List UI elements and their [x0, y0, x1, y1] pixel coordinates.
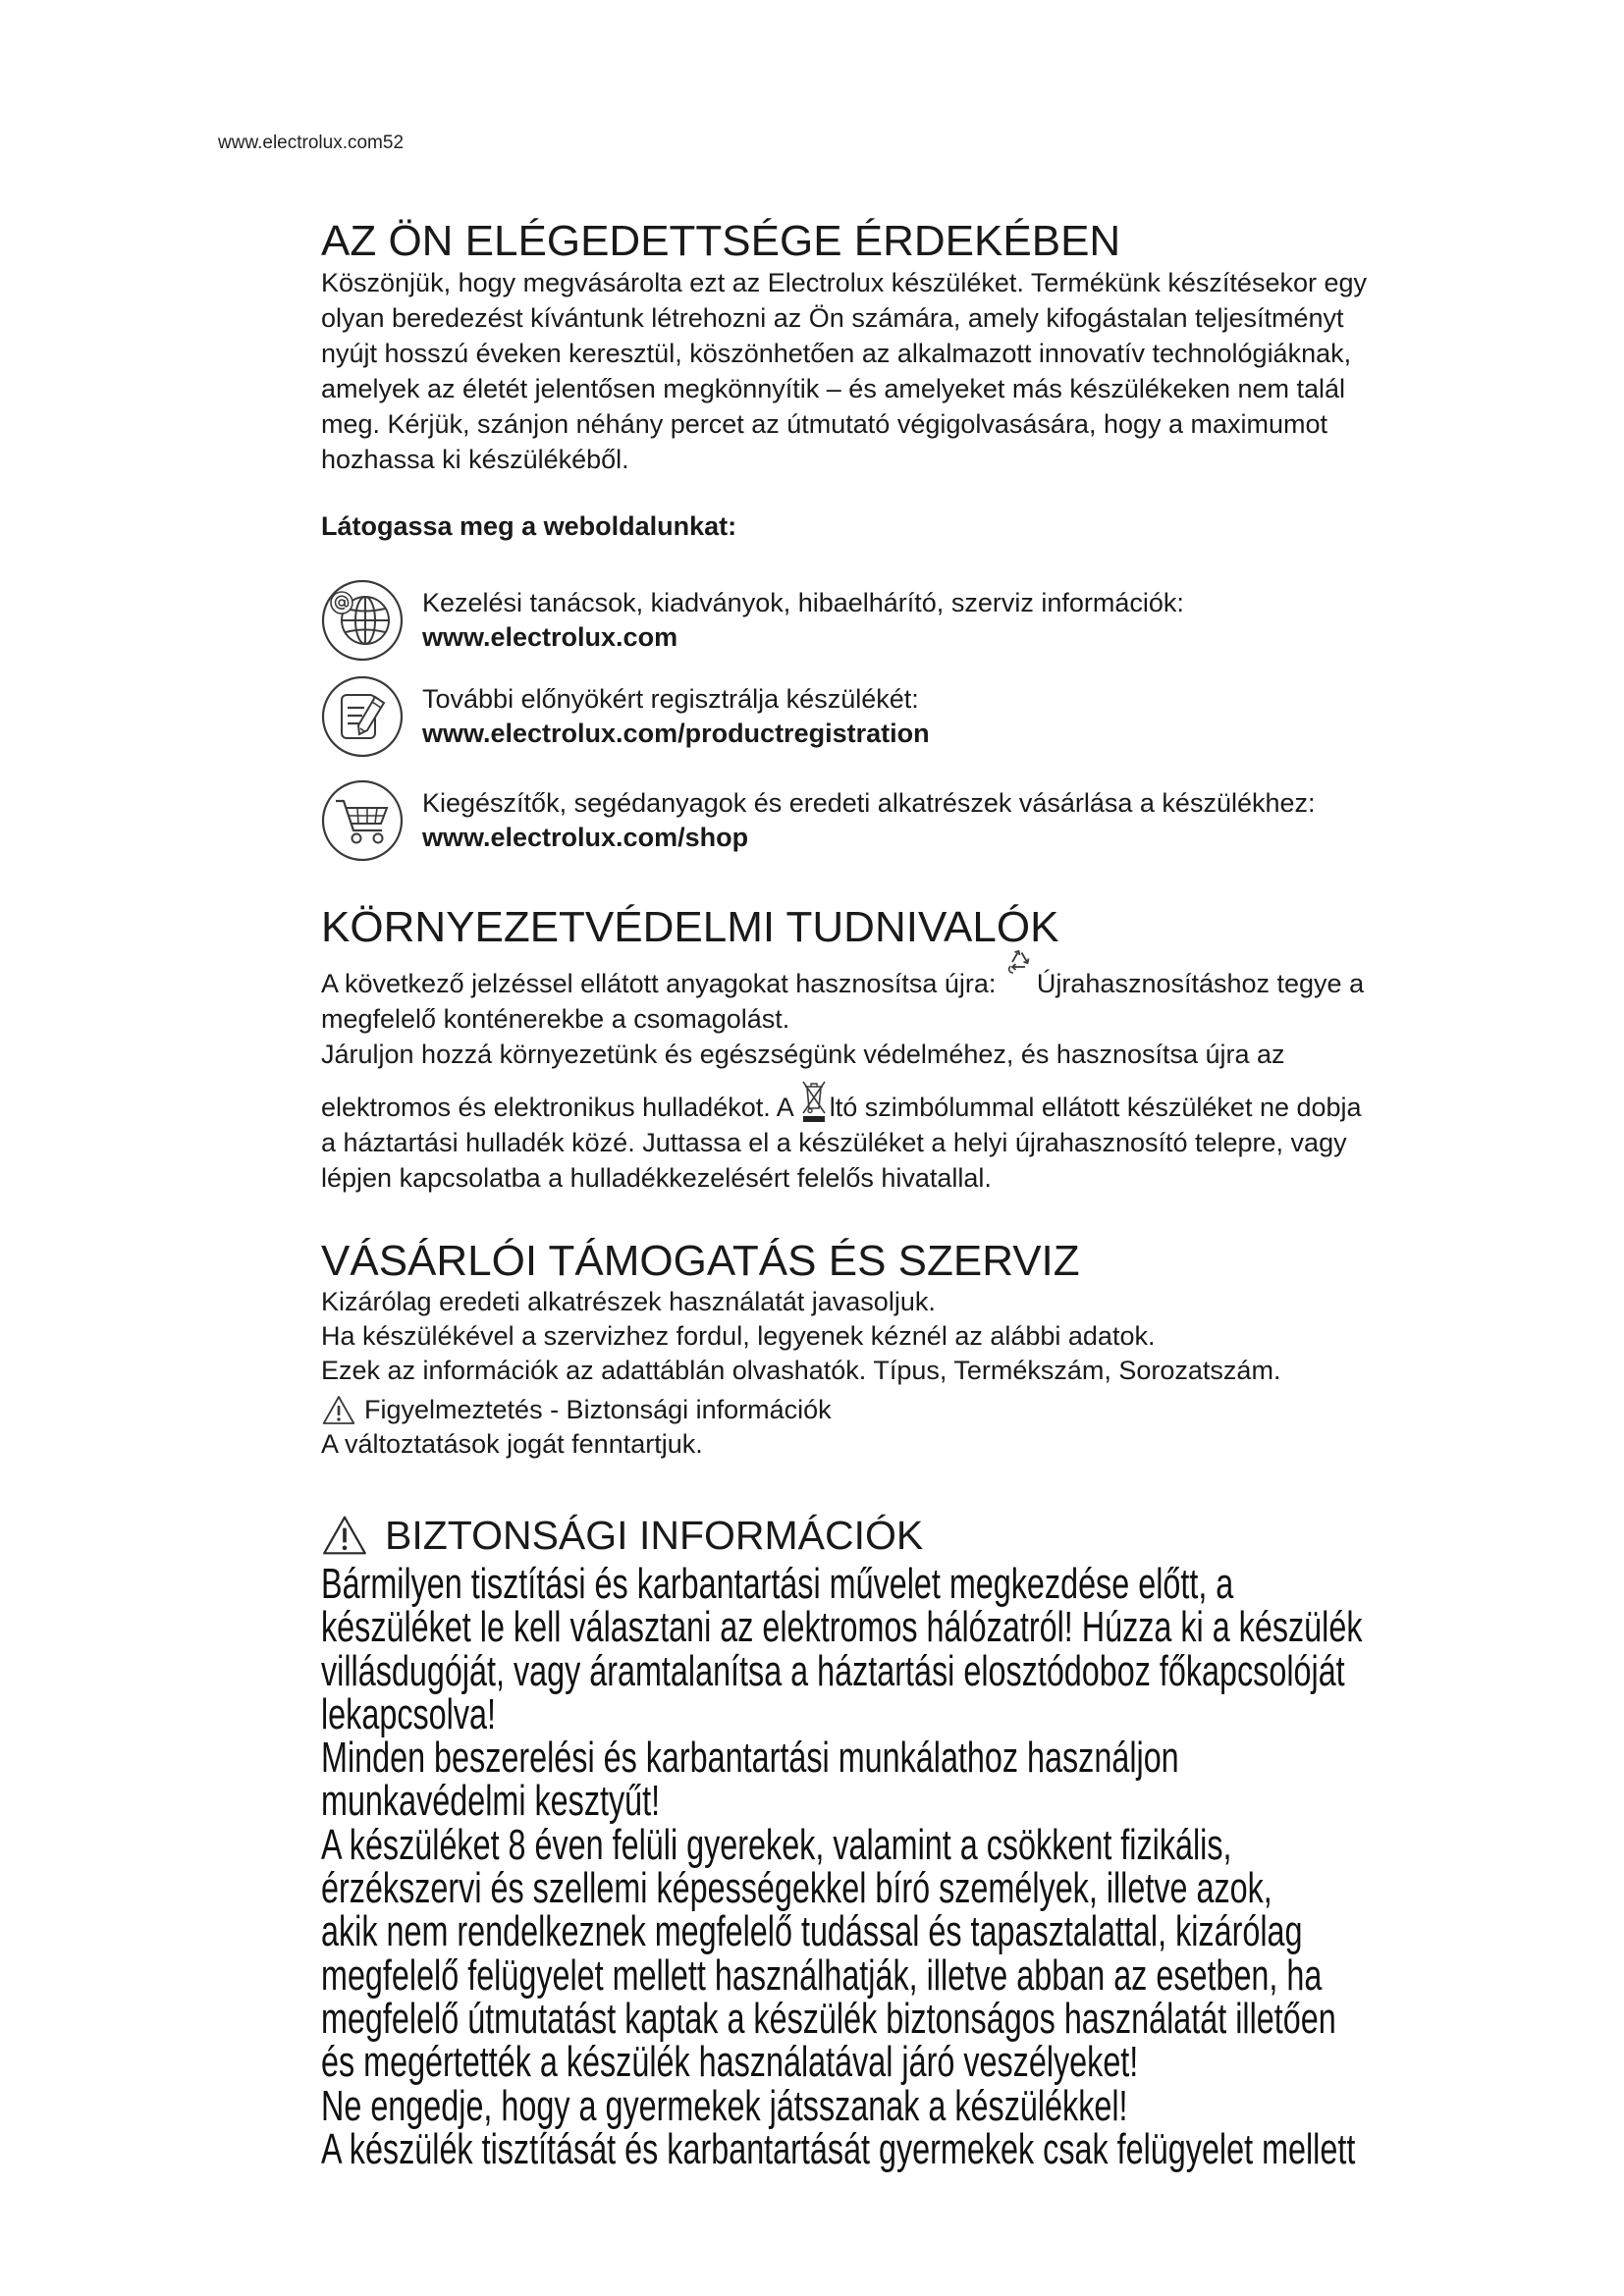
service-line: Kizárólag eredeti alkatrészek használatát javasoljuk. [321, 1287, 936, 1316]
safety-line: és megértették a készülék használatával járó veszélyeket! [321, 2038, 1139, 2087]
safety-line: érzékszervi és szellemi képességekkel bíró személyek, illetve azok, [321, 1864, 1272, 1913]
safety-title: BIZTONSÁGI INFORMÁCIÓK [385, 1513, 924, 1558]
safety-line: megfelelő felügyelet mellett használhatják, illetve abban az esetben, ha [321, 1950, 1323, 2000]
safety-line: Ne engedje, hogy a gyermekek játsszanak a készülékkel! [321, 2081, 1128, 2130]
safety-line: Minden beszerelési és karbantartási munkálathoz használjon [321, 1734, 1179, 1783]
link-row-shop [321, 779, 1316, 862]
link-row-shop-text [422, 786, 1316, 855]
service-line: Ha készülékével a szervizhez fordul, legyenek kéznél az alábbi adatok. [321, 1321, 1156, 1351]
satisfaction-line: olyan beredezést kívántunk létrehozni az Ön számára, amely kifogástalan teljesítményt [321, 303, 1344, 333]
satisfaction-body [321, 265, 1367, 477]
registration-description: További előnyökért regisztrálja készülékét: [422, 684, 919, 714]
shop-link[interactable]: www.electrolux.com/shop [422, 823, 749, 852]
registration-link[interactable]: www.electrolux.com/productregistration [422, 719, 930, 748]
safety-line: megfelelő útmutatást kaptak a készülék biztonságos használatát illetően [321, 1994, 1336, 2043]
safety-text [321, 1563, 1577, 2171]
satisfaction-line: meg. Kérjük, szánjon néhány percet az útmutató végigolvasására, hogy a maximumot [321, 409, 1328, 439]
link-row-registration [321, 675, 930, 758]
satisfaction-title: AZ ÖN ELÉGEDETTSÉGE ÉRDEKÉBEN [321, 217, 1121, 265]
environment-line-5: a háztartási hulladék közé. Juttassa el a készüléket a helyi újrahasznosító telepre, vagy [321, 1128, 1347, 1157]
support-link[interactable]: www.electrolux.com [422, 622, 678, 652]
environment-line-1-start: A következő jelzéssel ellátott anyagokat hasznosítsa újra: [321, 969, 1003, 998]
link-row-registration-text [422, 682, 930, 751]
service-line: Ezek az információk az adattáblán olvashatók. Típus, Termékszám, Sorozatszám. [321, 1356, 1281, 1385]
safety-line: villásdugóját, vagy áramtalanítsa a háztartási elosztódoboz főkapcsolóját [321, 1646, 1345, 1695]
satisfaction-line: nyújt hosszú éveken keresztül, köszönhetően az alkalmazott innovatív technológiáknak, [321, 339, 1352, 368]
environment-line-1 [321, 966, 1364, 1001]
service-last-line: A változtatások jogát fenntartjuk. [321, 1429, 703, 1459]
satisfaction-line: amelyek az életét jelentősen megkönnyítik – és amelyeket más készülékeken nem talál [321, 374, 1346, 403]
safety-line: akik nem rendelkeznek megfelelő tudással és tapasztalattal, kizárólag [321, 1907, 1303, 1956]
registration-icon [321, 675, 404, 758]
visit-website-label: Látogassa meg a weboldalunkat: [321, 511, 737, 541]
safety-line: A készüléket 8 éven felüli gyerekek, valamint a csökkent fizikális, [321, 1820, 1232, 1869]
satisfaction-line: Köszönjük, hogy megvásárolta ezt az Electrolux készüléket. Termékünk készítésekor egy [321, 268, 1368, 297]
safety-line: Bármilyen tisztítási és karbantartási művelet megkezdése előtt, a [321, 1563, 1234, 1608]
environment-title: KÖRNYEZETVÉDELMI TUDNIVALÓK [321, 903, 1059, 951]
safety-line: készüléket le kell választani az elektromos hálózatról! Húzza ki a készülék [321, 1603, 1363, 1652]
support-description: Kezelési tanácsok, kiadványok, hibaelhárító, szerviz információk: [422, 588, 1184, 617]
safety-line: A készülék tisztítását és karbantartását gyermekek csak felügyelet mellett [321, 2124, 1356, 2173]
service-body [321, 1285, 1280, 1462]
shopping-cart-icon [321, 779, 404, 862]
warning-icon [318, 1514, 371, 1557]
environment-line-4-start: elektromos és elektronikus hulladékot. A [321, 1093, 800, 1122]
safety-heading [318, 1510, 923, 1561]
warning-icon [321, 1394, 356, 1426]
link-row-support [321, 579, 1184, 662]
service-warning-label: Figyelmeztetés - Biztonsági információk [364, 1395, 832, 1424]
link-row-support-text [422, 586, 1184, 655]
globe-icon [321, 579, 404, 662]
environment-line-6: lépjen kapcsolatba a hulladékkezelésért felelős hivatallal. [321, 1163, 992, 1193]
service-title: VÁSÁRLÓI TÁMOGATÁS ÉS SZERVIZ [321, 1237, 1080, 1285]
crossed-bin-icon [800, 1090, 830, 1116]
environment-line-2: megfelelő konténerekbe a csomagolást. [321, 1004, 790, 1034]
environment-line-3: Járuljon hozzá környezetünk és egészségünk védelméhez, és hasznosítsa újra az [321, 1040, 1285, 1069]
environment-body [321, 966, 1364, 1196]
environment-line-1-end: Újrahasznosításhoz tegye a [1036, 969, 1365, 998]
environment-line-4 [321, 1090, 1364, 1125]
safety-text-block [321, 1563, 1578, 2211]
safety-line: munkavédelmi kesztyűt! [321, 1777, 661, 1826]
recycle-icon [1003, 966, 1037, 992]
satisfaction-line: hozhassa ki készülékéből. [321, 445, 629, 474]
safety-line: lekapcsolva! [321, 1689, 496, 1738]
shop-description: Kiegészítők, segédanyagok és eredeti alkatrészek vásárlása a készülékhez: [422, 788, 1316, 818]
service-warning-line [321, 1393, 1280, 1427]
page-header: www.electrolux.com52 [218, 133, 405, 153]
environment-line-4-end: ltó szimbólummal ellátott készüléket ne dobja [829, 1093, 1362, 1122]
